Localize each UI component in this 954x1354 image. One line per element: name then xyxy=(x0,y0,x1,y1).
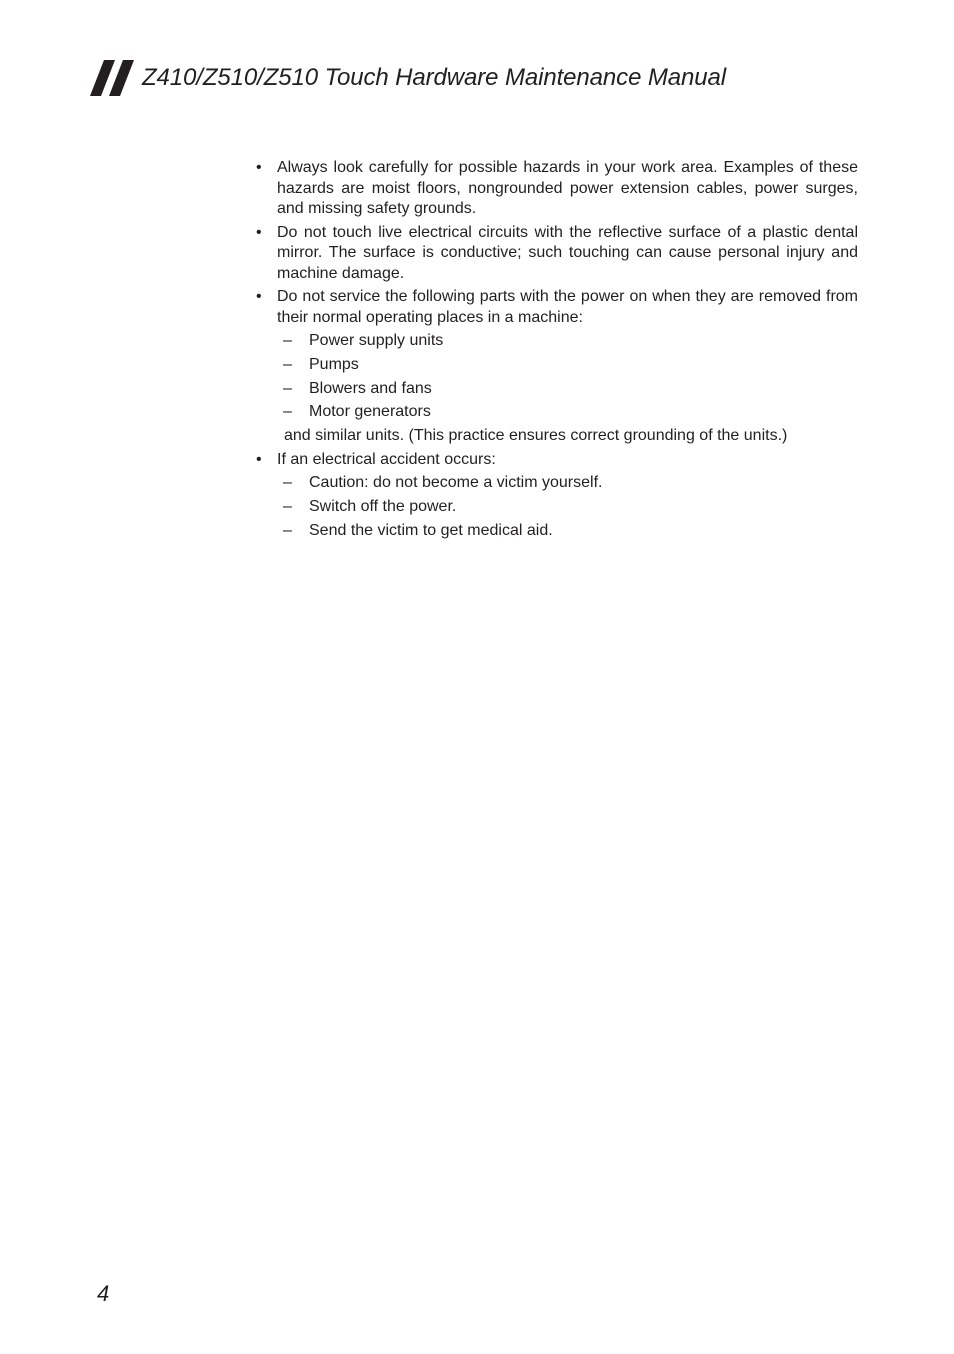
page-number: 4 xyxy=(97,1281,110,1306)
bullet-icon: • xyxy=(256,223,262,241)
page-header xyxy=(90,58,726,98)
sub-list-item xyxy=(277,497,858,518)
list-item-text: If an electrical accident occurs: xyxy=(277,450,496,468)
document-title: Z410/Z510/Z510 Touch Hardware Maintenance Manual xyxy=(142,64,726,91)
sub-list-item xyxy=(277,379,858,400)
dash-icon: – xyxy=(283,497,292,515)
sub-list-item-text: Power supply units xyxy=(309,332,444,349)
safety-bullet-list xyxy=(256,158,858,541)
sub-list-item xyxy=(277,402,858,423)
dash-icon: – xyxy=(283,403,292,421)
list-item xyxy=(256,287,858,447)
sub-list-item-text: Send the victim to get medical aid. xyxy=(309,521,553,539)
double-slash-logo-icon xyxy=(90,60,136,96)
list-item-text: Do not service the following parts with the power on when they are removed from their normal operating places in a machine: xyxy=(277,288,858,326)
dash-icon: – xyxy=(283,355,292,373)
list-item xyxy=(256,223,858,285)
sub-list-item xyxy=(277,473,858,494)
bullet-icon: • xyxy=(256,159,262,176)
dash-icon: – xyxy=(283,332,292,349)
sub-list xyxy=(277,331,858,423)
sub-list-item-text: Caution: do not become a victim yourself. xyxy=(309,474,603,492)
sub-list-item-text: Blowers and fans xyxy=(309,379,432,397)
sub-list-item xyxy=(277,521,858,542)
dash-icon: – xyxy=(283,521,292,539)
list-item-text: Always look carefully for possible hazards in your work area. Examples of these hazards are moist floors, nongrounded power extension cables, power surges, and missing safety grounds. xyxy=(277,159,858,217)
safety-content xyxy=(256,158,858,545)
dash-icon: – xyxy=(283,379,292,397)
sub-list-item-text: Pumps xyxy=(309,355,359,373)
sub-list-trailer: and similar units. (This practice ensures correct grounding of the units.) xyxy=(284,427,788,445)
bullet-icon: • xyxy=(256,288,262,305)
bullet-icon: • xyxy=(256,450,262,468)
list-item-text: Do not touch live electrical circuits with the reflective surface of a plastic dental mirror. The surface is conductive; such touching can cause personal injury and machine damage. xyxy=(277,223,858,282)
sub-list-item-text: Switch off the power. xyxy=(309,497,457,515)
sub-list xyxy=(277,473,858,541)
sub-list-item xyxy=(277,331,858,352)
list-item xyxy=(256,158,858,220)
dash-icon: – xyxy=(283,474,292,492)
sub-list-item xyxy=(277,355,858,376)
sub-list-item-text: Motor generators xyxy=(309,403,431,421)
list-item xyxy=(256,450,858,542)
